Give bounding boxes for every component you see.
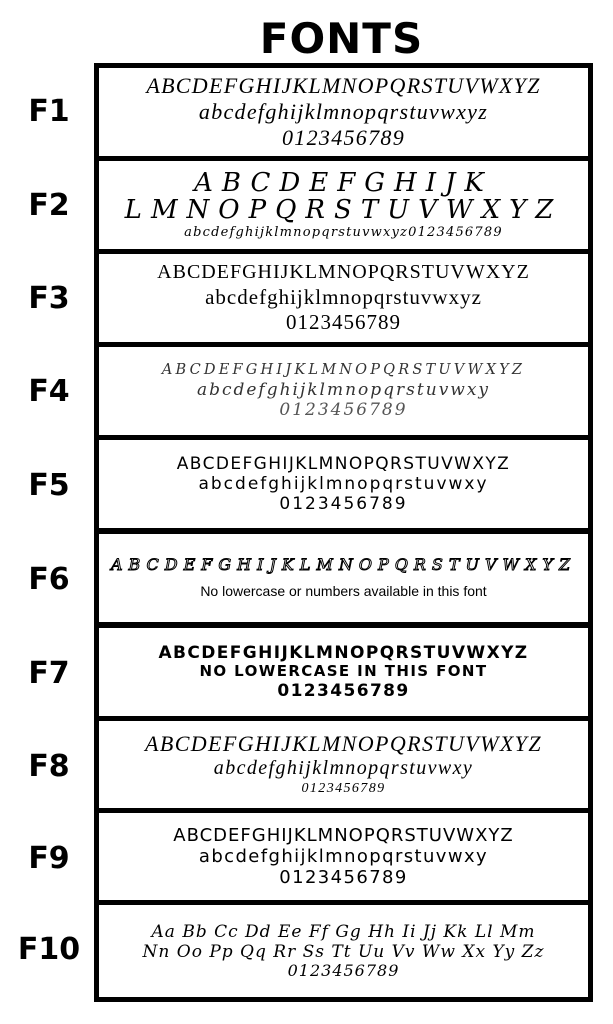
lowercase-sample: abcdefghijklmnopqrstuvwxy — [198, 845, 489, 867]
font-label-f10: F10 — [17, 932, 81, 967]
letter-pairs-sample-continued: Nn Oo Pp Qq Rr Ss Tt Uu Vv Ww Xx Yy Zz — [142, 941, 545, 962]
uppercase-sample: ABCDEFGHIJKLMNOPQRSTUVWXYZ — [161, 362, 526, 379]
font-label-f3: F3 — [28, 281, 70, 316]
lowercase-sample: abcdefghijklmnopqrstuvwxyz — [205, 285, 482, 310]
font-label-f6: F6 — [28, 562, 70, 597]
font-label-f4: F4 — [28, 374, 70, 409]
uppercase-sample: ABCDEFGHIJKLMNOPQRSTUVWXYZ — [145, 731, 542, 757]
uppercase-sample: ABCDEFGHIJKLMNOPQRSTUVWXYZ — [157, 261, 530, 284]
numbers-sample: 0123456789 — [286, 309, 401, 334]
font-sample-f1 — [99, 68, 588, 156]
lowercase-sample: abcdefghijklmnopqrstuvwxy — [196, 379, 491, 400]
uppercase-sample: ABCDEFGHIJKLMNOPQRSTUVWXYZ — [110, 555, 577, 575]
font-sample-f6 — [99, 534, 588, 622]
lowercase-sample: abcdefghijklmnopqrstuvwxy — [198, 473, 489, 494]
numbers-sample: 0123456789 — [279, 867, 408, 889]
numbers-sample: 0123456789 — [277, 680, 410, 701]
font-sample-f3 — [99, 254, 588, 342]
font-chart — [94, 63, 593, 1002]
font-sample-f10 — [99, 905, 588, 997]
font-label-f7: F7 — [28, 656, 70, 691]
font-label-f8: F8 — [28, 749, 70, 784]
letter-pairs-sample: Aa Bb Cc Dd Ee Ff Gg Hh Ii Jj Kk Ll Mm — [151, 921, 536, 942]
numbers-sample: 0123456789 — [301, 781, 386, 797]
font-sample-f9 — [99, 813, 588, 900]
font-note: NO LOWERCASE IN THIS FONT — [199, 662, 488, 681]
uppercase-sample: ABCDEFGHIJKLMNOPQRSTUVWXYZ — [173, 824, 514, 846]
uppercase-sample: ABCDEFGHIJKLMNOPQRSTUVWXYZ — [176, 453, 511, 474]
page-title: FONTS — [259, 14, 424, 63]
lowercase-sample: abcdefghijklmnopqrstuvwxy — [213, 757, 474, 780]
font-label-f5: F5 — [28, 468, 70, 503]
uppercase-sample-continued: LMNOPQRSTUVWXYZ — [124, 195, 563, 226]
numbers-sample: 0123456789 — [287, 960, 400, 980]
font-sample-f5 — [99, 440, 588, 528]
uppercase-sample: ABCDEFGHIJK — [194, 168, 493, 199]
font-label-f9: F9 — [28, 841, 70, 876]
font-note: No lowercase or numbers available in this font — [200, 583, 487, 600]
lowercase-sample: abcdefghijklmnopqrstuvwxyz — [198, 99, 489, 125]
uppercase-sample: ABCDEFGHIJKLMNOPQRSTUVWXYZ — [158, 643, 529, 664]
font-label-f2: F2 — [28, 188, 70, 223]
lowercase-numbers-sample: abcdefghijklmnopqrstuvwxyz0123456789 — [184, 224, 503, 240]
uppercase-sample: ABCDEFGHIJKLMNOPQRSTUVWXYZ — [146, 73, 541, 99]
numbers-sample: 0123456789 — [279, 494, 408, 515]
numbers-sample: 0123456789 — [279, 399, 408, 420]
font-sample-f2 — [99, 161, 588, 249]
font-sample-f4 — [99, 347, 588, 435]
font-sample-f7 — [99, 628, 588, 716]
font-label-f1: F1 — [28, 94, 70, 129]
numbers-sample: 0123456789 — [282, 124, 405, 150]
font-sample-f8 — [99, 721, 588, 808]
